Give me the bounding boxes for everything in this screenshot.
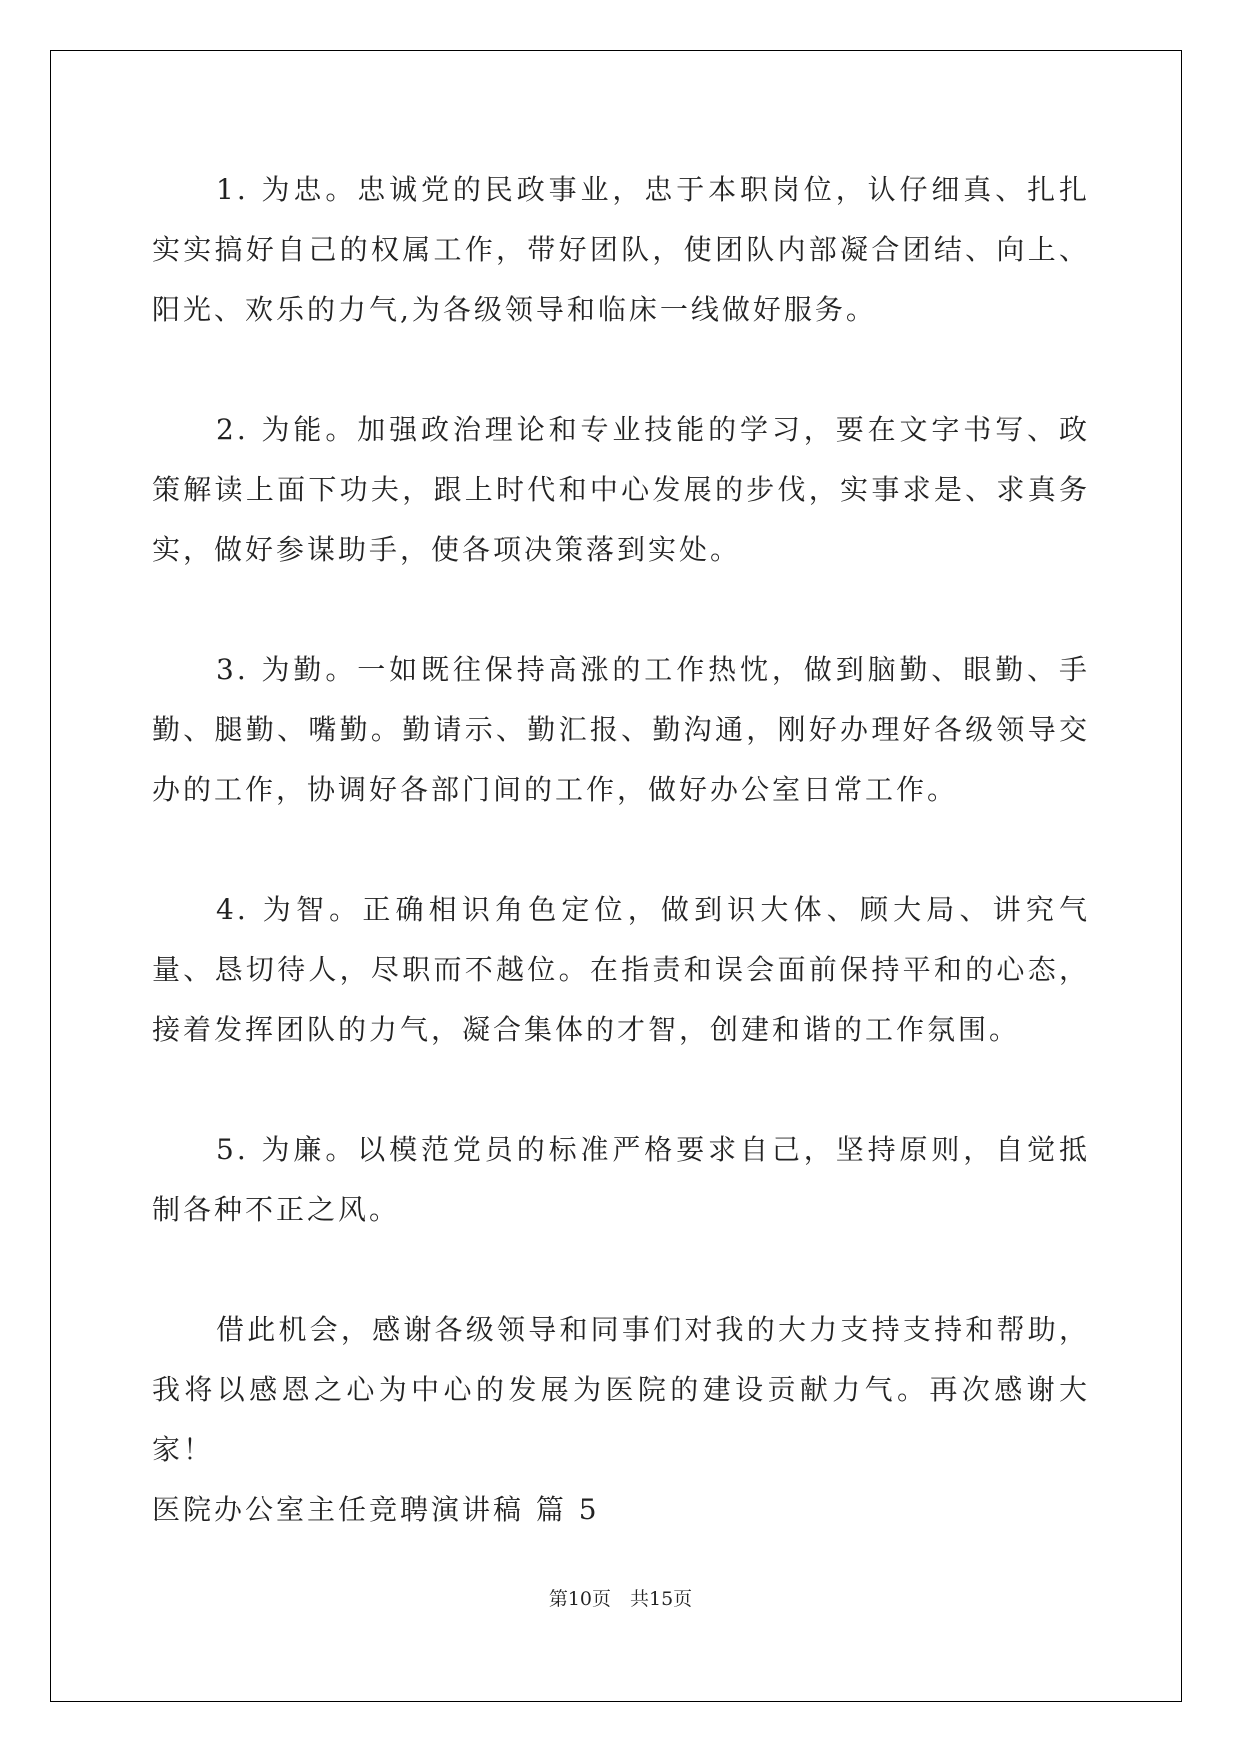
section-heading: 医院办公室主任竞聘演讲稿 篇 5 bbox=[152, 1493, 600, 1526]
paragraph-5: 5. 为廉。以模范党员的标准严格要求自己，坚持原则，自觉抵制各种不正之风。 bbox=[152, 1133, 1090, 1226]
page-footer: 第10页 共15页 bbox=[548, 1588, 693, 1610]
paragraph-4: 4. 为智。正确相识角色定位，做到识大体、顾大局、讲究气量、恳切待人，尽职而不越位。在指责和误会面前保持平和的心态，接着发挥团队的力气，凝合集体的才智，创建和谐的工作氛围。 bbox=[152, 893, 1090, 1046]
paragraph-2: 2. 为能。加强政治理论和专业技能的学习，要在文字书写、政策解读上面下功夫，跟上时代和中心发展的步伐，实事求是、求真务实，做好参谋助手，使各项决策落到实处。 bbox=[152, 413, 1090, 566]
document-body bbox=[152, 160, 1090, 1540]
paragraph-6: 借此机会，感谢各级领导和同事们对我的大力支持支持和帮助，我将以感恩之心为中心的发展为医院的建设贡献力气。再次感谢大家！ bbox=[152, 1313, 1090, 1466]
paragraph-3: 3. 为勤。一如既往保持高涨的工作热忱，做到脑勤、眼勤、手勤、腿勤、嘴勤。勤请示、勤汇报、勤沟通，刚好办理好各级领导交办的工作，协调好各部门间的工作，做好办公室日常工作。 bbox=[152, 653, 1090, 806]
paragraph-1: 1. 为忠。忠诚党的民政事业，忠于本职岗位，认仔细真、扎扎实实搞好自己的权属工作，带好团队，使团队内部凝合团结、向上、阳光、欢乐的力气,为各级领导和临床一线做好服务。 bbox=[152, 173, 1090, 326]
